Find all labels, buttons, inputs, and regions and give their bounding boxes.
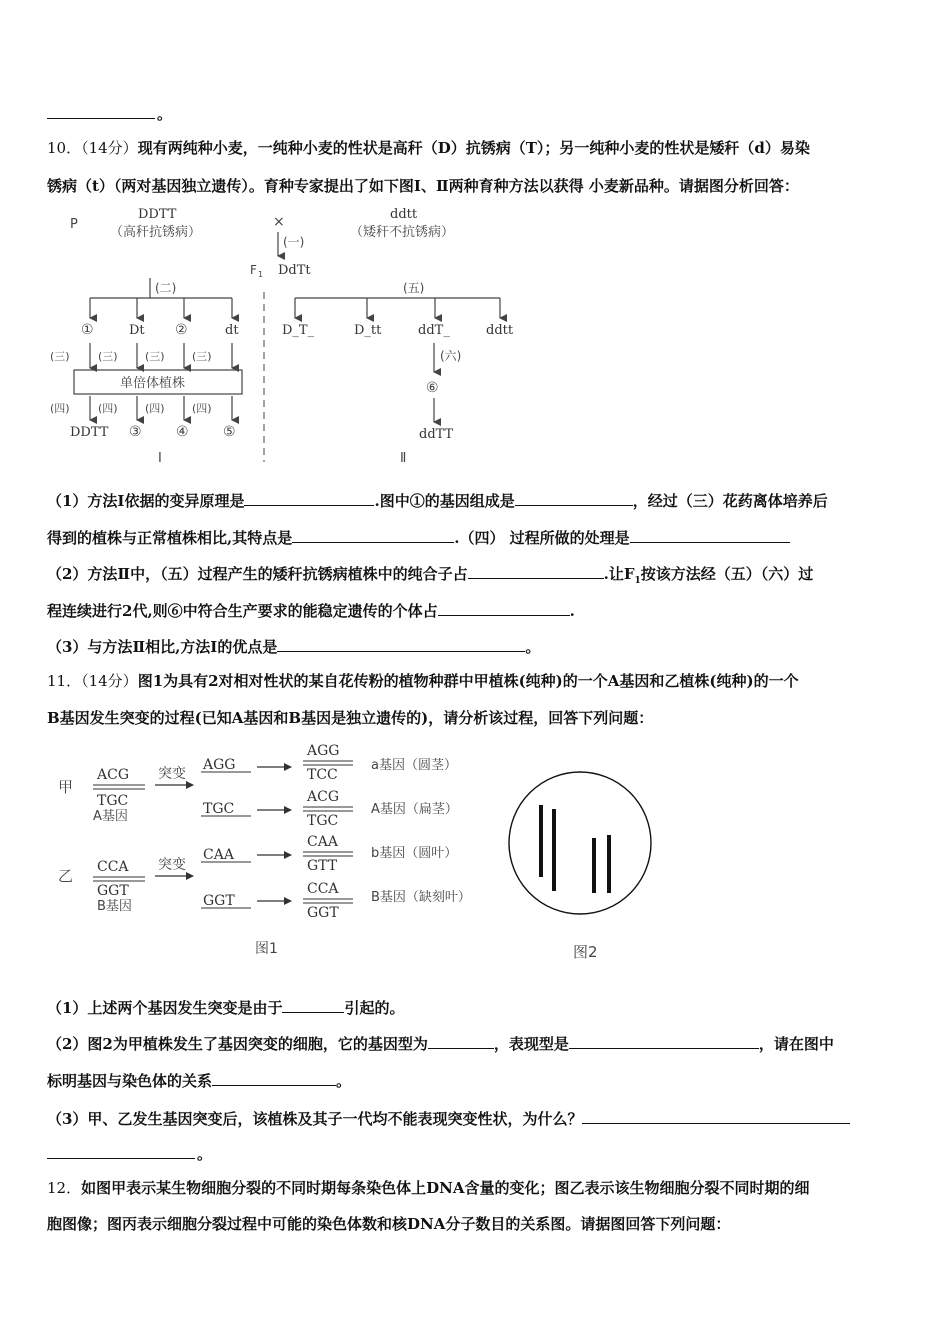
genotype-1: D_T_	[282, 323, 315, 338]
answer-blank[interactable]	[428, 1033, 494, 1049]
parent1-desc: （高秆抗锈病）	[110, 225, 202, 240]
step4-label: (四)	[98, 402, 118, 415]
method-1-label: Ⅰ	[158, 451, 162, 466]
question-score: （14分）	[81, 672, 138, 690]
result4-bottom: GGT	[307, 905, 339, 921]
result4-top: CCA	[307, 881, 339, 897]
question-number: 11．	[47, 672, 82, 690]
q12-line1: 12．如图甲表示某生物细胞分裂的不同时期每条染色体上DNA含量的变化；图乙表示该生物细胞分裂不同时期的细	[47, 1179, 810, 1197]
b-top-strand: CCA	[97, 859, 129, 875]
answer-blank[interactable]	[582, 1108, 850, 1124]
result4-label: B基因（缺刻叶）	[371, 890, 471, 905]
breeding-diagram	[50, 200, 540, 470]
result3-bottom: GTT	[307, 858, 338, 874]
q12-line2: 胞图像；图丙表示细胞分裂过程中可能的染色体数和核DNA分子数目的关系图。请据图回答下列问题：	[47, 1215, 731, 1233]
f1-label: F	[250, 263, 257, 277]
answer-blank[interactable]	[468, 563, 604, 579]
q10-sub1-line1: （1）方法Ⅰ依据的变异原理是 .图中①的基因组成是 ，经过（三）花药离体培养后	[47, 492, 828, 510]
f1-genotype: DdTt	[278, 263, 311, 278]
step6-label: (六)	[440, 349, 462, 363]
q11-line2: B基因发生突变的过程(已知A基因和B基因是独立遗传的)，请分析该过程，回答下列问题：	[47, 709, 654, 727]
answer-blank[interactable]	[630, 527, 790, 543]
result2-bottom: TGC	[307, 813, 339, 829]
parent2-genotype: ddtt	[390, 207, 418, 222]
final-genotype: ddTT	[419, 427, 454, 442]
result1-label: a基因（圆茎）	[371, 758, 457, 773]
q11-sub3-line2: 。	[47, 1143, 212, 1164]
method-2-label: Ⅱ	[400, 451, 407, 466]
answer-blank[interactable]	[569, 1033, 759, 1049]
genotype-4: ddtt	[486, 323, 514, 338]
mutant-strand-2: TGC	[203, 801, 235, 817]
answer-blank[interactable]	[212, 1070, 336, 1086]
q11-sub1: （1）上述两个基因发生突变是由于 引起的。	[47, 999, 405, 1017]
result-1: DDTT	[70, 425, 109, 440]
plant-jia-label: 甲	[58, 778, 74, 796]
f1-sub: 1	[258, 270, 264, 279]
question-number: 10．	[47, 139, 82, 157]
q11-sub3-line1: （3）甲、乙发生基因突变后，该植株及其子一代均不能表现突变性状，为什么？	[47, 1108, 850, 1129]
q10-sub2-line1: （2）方法Ⅱ中，（五）过程产生的矮秆抗锈病植株中的纯合子占 .让$F_1$按该方法经（五）（六）过	[47, 565, 814, 586]
step3-label: (三)	[192, 350, 212, 363]
mutation-figure-1	[55, 735, 505, 965]
a-top-strand: ACG	[97, 767, 130, 783]
mutant-strand-4: GGT	[203, 893, 235, 909]
step1-label: (一)	[283, 235, 305, 249]
b-bottom-strand: GGT	[97, 883, 129, 899]
p-label: P	[70, 217, 78, 232]
result2-top: ACG	[307, 789, 340, 805]
mutation-label-yi: 突变	[158, 857, 186, 873]
gamete-4: dt	[225, 323, 239, 338]
mutant-strand-1: AGG	[203, 757, 236, 773]
result-4: ⑤	[223, 424, 236, 440]
step4-label: (四)	[192, 402, 212, 415]
answer-blank[interactable]	[515, 490, 633, 506]
q10-line2: 锈病（t）（两对基因独立遗传）。育种专家提出了如下图Ⅰ、Ⅱ两种育种方法以获得 小麦新品种。请据图分析回答：	[47, 177, 799, 195]
previous-answer-line: 。	[47, 103, 172, 124]
step4-label: (四)	[145, 402, 165, 415]
q10-line1: 10．（14分）现有两纯种小麦，一纯种小麦的性状是高秆（D）抗锈病（T）；另一纯种小麦的性状是矮秆（d）易染	[47, 139, 810, 157]
gamete-2: Dt	[129, 323, 145, 338]
q11-sub2-line1: （2）图2为甲植株发生了基因突变的细胞，它的基因型为 ，表现型是 ，请在图中	[47, 1035, 834, 1053]
answer-blank[interactable]	[292, 527, 454, 543]
q10-sub1-line2: 得到的植株与正常植株相比,其特点是 .（四） 过程所做的处理是	[47, 527, 790, 548]
plant-yi-label: 乙	[58, 867, 74, 885]
answer-blank[interactable]	[47, 103, 155, 119]
result-3: ④	[176, 424, 189, 440]
result3-top: CAA	[307, 834, 338, 850]
step4-label: (四)	[50, 402, 70, 415]
a-bottom-strand: TGC	[97, 793, 129, 809]
mutation-label-jia: 突变	[158, 766, 186, 782]
cell-outline	[509, 772, 651, 914]
question-score: （14分）	[81, 139, 138, 157]
parent1-genotype: DDTT	[138, 207, 177, 222]
figure-2-caption: 图2	[573, 943, 598, 961]
cell-figure-2	[505, 765, 665, 965]
step2-label: (二)	[155, 281, 177, 295]
genotype-3: ddT_	[418, 323, 450, 338]
q10-sub3: （3）与方法Ⅱ相比,方法Ⅰ的优点是 。	[47, 638, 541, 656]
answer-blank[interactable]	[277, 636, 525, 652]
a-gene-name: A基因	[93, 809, 128, 824]
answer-blank[interactable]	[438, 600, 570, 616]
result3-label: b基因（圆叶）	[371, 846, 458, 861]
parent2-desc: （矮秆不抗锈病）	[350, 225, 455, 240]
gamete-1: ①	[81, 322, 94, 338]
step3-label: (三)	[50, 350, 70, 363]
q10-sub2-line2: 程连续进行2代,则⑥中符合生产要求的能稳定遗传的个体占 .	[47, 602, 575, 620]
circle-6: ⑥	[426, 380, 439, 396]
result-2: ③	[129, 424, 142, 440]
q11-sub2-line2: 标明基因与染色体的关系 。	[47, 1072, 352, 1090]
answer-blank[interactable]	[244, 490, 374, 506]
haploid-label: 单倍体植株	[120, 376, 186, 391]
cross-symbol: ×	[273, 214, 285, 230]
question-number: 12．	[47, 1179, 82, 1197]
b-gene-name: B基因	[97, 899, 132, 914]
result2-label: A基因（扁茎）	[371, 802, 458, 817]
step3-label: (三)	[98, 350, 118, 363]
mutant-strand-3: CAA	[203, 847, 234, 863]
step5-label: (五)	[403, 281, 425, 295]
result1-top: AGG	[307, 743, 340, 759]
gamete-3: ②	[175, 322, 188, 338]
answer-blank[interactable]	[282, 997, 344, 1013]
step3-label: (三)	[145, 350, 165, 363]
answer-blank[interactable]	[47, 1143, 195, 1159]
q11-line1: 11．（14分）图1为具有2对相对性状的某自花传粉的植物种群中甲植株(纯种)的一个A基因和乙植株(纯种)的一个	[47, 672, 799, 690]
result1-bottom: TCC	[307, 767, 338, 783]
figure-1-caption: 图1	[255, 941, 278, 957]
genotype-2: D_tt	[354, 323, 382, 338]
